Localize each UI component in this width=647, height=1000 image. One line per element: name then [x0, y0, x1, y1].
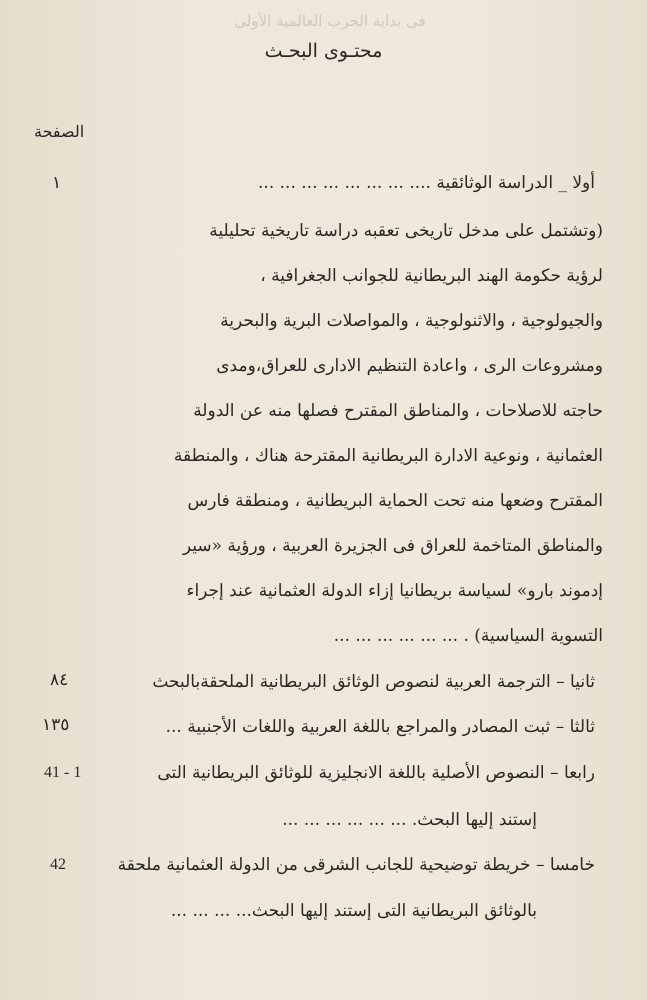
toc-entry-5-line-1: خامسا – خريطة توضيحية للجانب الشرقى من الدولة العثمانية ملحقة [117, 855, 595, 875]
toc-entry-1-line-3: لرؤية حكومة الهند البريطانية للجوانب الجغرافية ، [260, 266, 603, 286]
toc-entry-2-page: ٨٤ [50, 670, 69, 690]
toc-entry-1-line-7: العثمانية ، ونوعية الادارة البريطانية المقترحة هناك ، والمنطقة [173, 446, 603, 466]
toc-entry-1-line-5: ومشروعات الرى ، واعادة التنظيم الادارى للعراق،ومدى [216, 356, 603, 376]
toc-entry-4-line-1: رابعا – النصوص الأصلية باللغة الانجليزية للوثائق البريطانية التى [157, 763, 595, 783]
toc-entry-1-line-1: أولا _ الدراسة الوثائقية .... ... ... ... ... ... ... ... [258, 173, 595, 193]
toc-entry-1-line-9: والمناطق المتاخمة للعراق فى الجزيرة العربية ، ورؤية «سير [182, 536, 603, 556]
toc-entry-3-page: ١٣٥ [42, 715, 70, 735]
toc-entry-1-line-8: المقترح وضعها منه تحت الحماية البريطانية ، ومنطقة فارس [187, 491, 603, 511]
toc-entry-1-line-4: والجيولوجية ، والاثنولوجية ، والمواصلات البرية والبحرية [220, 311, 603, 331]
page-column-label: الصفحة [34, 122, 85, 141]
toc-entry-5-line-2: بالوثائق البريطانية التى إستند إليها البحث... ... ... ... [170, 901, 537, 921]
toc-entry-1-line-10: إدموند بارو» لسياسة بريطانيا إزاء الدولة العثمانية عند إجراء [186, 581, 603, 601]
toc-entry-2-line-1: ثانيا – الترجمة العربية لنصوص الوثائق البريطانية الملحقةبالبحث [152, 672, 595, 692]
toc-entry-1-line-2: (وتشتمل على مدخل تاريخى تعقبه دراسة تاريخية تحليلية [209, 221, 603, 241]
toc-entry-5-page: 42 [50, 856, 66, 873]
toc-entry-1-line-6: حاجته للاصلاحات ، والمناطق المقترح فصلها منه عن الدولة [193, 401, 603, 421]
page-title: محتـوى البحـث [264, 40, 383, 62]
toc-entry-4-line-2: إستند إليها البحث. ... ... ... ... ... ... [282, 810, 537, 830]
toc-entry-1-page: ١ [52, 173, 62, 193]
toc-entry-3-line-1: ثالثا – ثبت المصادر والمراجع باللغة العربية واللغات الأجنبية ... [165, 717, 595, 737]
toc-entry-1-line-11: التسوية السياسية) . ... ... ... ... ... ... [333, 626, 603, 646]
toc-entry-4-page: 41 - 1 [44, 764, 82, 781]
bleed-through-text: فى بداية الحرب العالمية الأولى [234, 12, 426, 30]
